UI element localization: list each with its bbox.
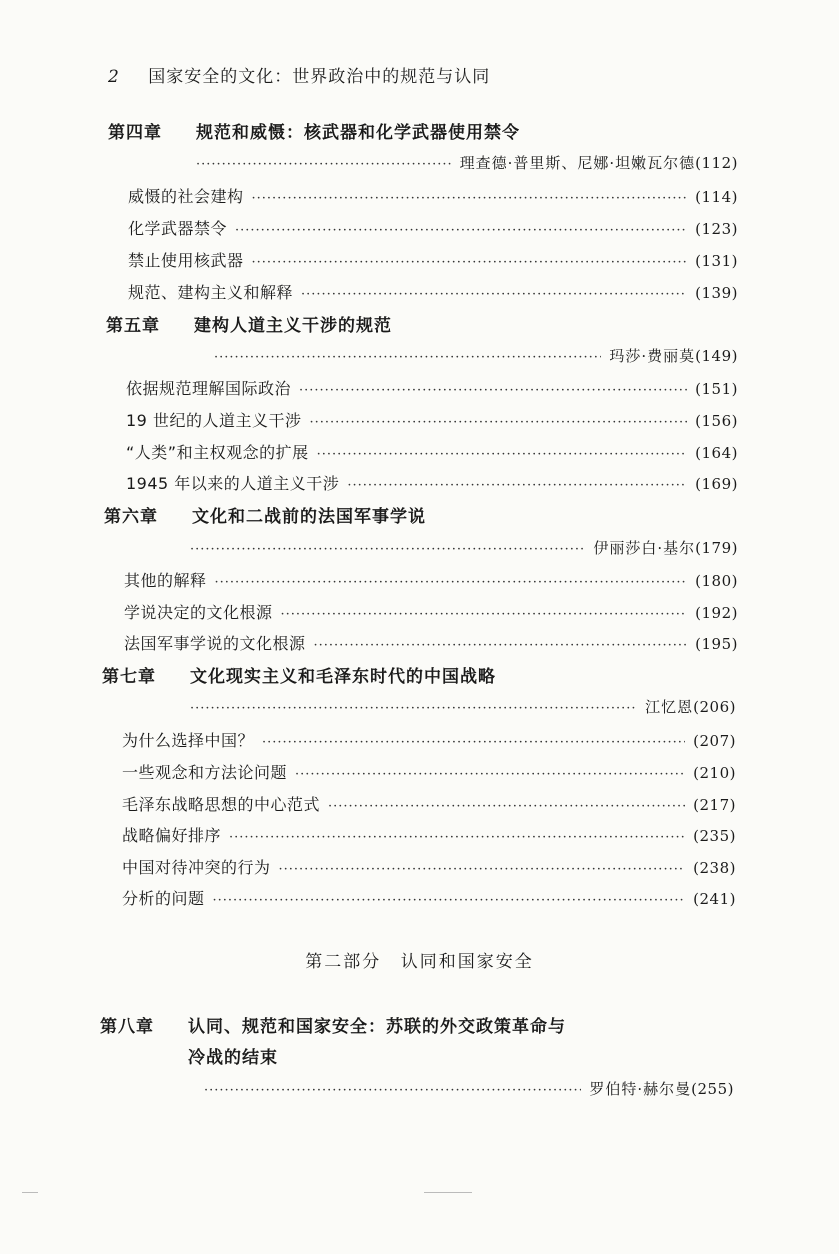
chapter-title-continued bbox=[188, 1043, 278, 1068]
chapter-author-line bbox=[214, 345, 738, 366]
scan-mark bbox=[424, 1192, 472, 1193]
section-title: 为什么选择中国？ bbox=[122, 731, 255, 750]
section-title: 19 世纪的人道主义干涉 bbox=[126, 411, 302, 430]
toc-entry bbox=[126, 376, 738, 399]
page-ref: (195) bbox=[695, 635, 738, 653]
toc-entry bbox=[126, 440, 738, 463]
chapter-number: 第五章 bbox=[106, 316, 160, 336]
chapter-heading bbox=[100, 1012, 566, 1037]
page-ref: (112) bbox=[695, 154, 738, 172]
leader-dots bbox=[262, 735, 685, 750]
toc-entry bbox=[126, 408, 738, 431]
chapter-title: 文化和二战前的法国军事学说 bbox=[192, 507, 426, 527]
page-ref: (151) bbox=[695, 380, 738, 398]
page-ref: (114) bbox=[695, 188, 738, 206]
leader-dots bbox=[213, 893, 686, 908]
chapter-title: 建构人道主义干涉的规范 bbox=[194, 316, 392, 336]
leader-dots bbox=[314, 638, 688, 653]
page-ref: (139) bbox=[695, 284, 738, 302]
toc-entry bbox=[122, 792, 736, 815]
toc-entry bbox=[128, 248, 738, 271]
section-title: “人类”和主权观念的扩展 bbox=[126, 443, 309, 462]
chapter-heading bbox=[108, 118, 520, 143]
toc-entry bbox=[122, 886, 736, 909]
page-number: 2 bbox=[108, 67, 120, 87]
section-title: 规范、建构主义和解释 bbox=[128, 283, 294, 302]
page-ref: (149) bbox=[695, 347, 738, 365]
leader-dots bbox=[309, 415, 687, 430]
chapter-heading bbox=[102, 662, 496, 687]
chapter-author-line bbox=[190, 696, 736, 717]
running-header bbox=[108, 62, 490, 87]
section-title: 化学武器禁令 bbox=[128, 219, 228, 238]
toc-entry bbox=[124, 600, 738, 623]
scan-mark bbox=[22, 1192, 38, 1193]
page-ref: (169) bbox=[695, 475, 738, 493]
page-ref: (255) bbox=[691, 1080, 734, 1098]
toc-entry bbox=[126, 471, 738, 494]
page-ref: (210) bbox=[693, 764, 736, 782]
leader-dots bbox=[317, 447, 688, 462]
section-title: 禁止使用核武器 bbox=[128, 251, 244, 270]
chapter-heading bbox=[104, 502, 426, 527]
chapter-number: 第八章 bbox=[100, 1017, 154, 1037]
leader-dots bbox=[347, 478, 687, 493]
leader-dots bbox=[281, 607, 688, 622]
section-title: 1945 年以来的人道主义干涉 bbox=[126, 474, 340, 493]
page-ref: (156) bbox=[695, 412, 738, 430]
page-ref: (206) bbox=[693, 698, 736, 716]
section-title: 学说决定的文化根源 bbox=[124, 603, 273, 622]
section-title: 法国军事学说的文化根源 bbox=[124, 634, 306, 653]
toc-entry bbox=[122, 823, 736, 846]
chapter-author: 玛莎·费丽莫 bbox=[609, 347, 696, 365]
leader-dots bbox=[328, 799, 685, 814]
page-ref: (179) bbox=[695, 539, 738, 557]
leader-dots bbox=[299, 383, 687, 398]
chapter-author: 江忆恩 bbox=[645, 698, 694, 716]
chapter-title-line2: 冷战的结束 bbox=[188, 1048, 278, 1068]
page-ref: (241) bbox=[693, 890, 736, 908]
chapter-author: 理查德·普里斯、尼娜·坦嫩瓦尔德 bbox=[459, 154, 696, 172]
toc-entry bbox=[122, 760, 736, 783]
chapter-heading bbox=[106, 311, 392, 336]
toc-entry bbox=[128, 184, 738, 207]
chapter-title-line1: 认同、规范和国家安全：苏联的外交政策革命与 bbox=[188, 1017, 566, 1037]
leader-dots bbox=[252, 255, 688, 270]
leader-dots bbox=[190, 542, 585, 557]
toc-entry bbox=[128, 280, 738, 303]
leader-dots bbox=[295, 767, 685, 782]
page-ref: (217) bbox=[693, 796, 736, 814]
chapter-title: 文化现实主义和毛泽东时代的中国战略 bbox=[190, 667, 496, 687]
leader-dots bbox=[204, 1083, 581, 1098]
page-ref: (123) bbox=[695, 220, 738, 238]
part-label: 第二部分 bbox=[305, 952, 382, 972]
section-title: 分析的问题 bbox=[122, 889, 205, 908]
toc-entry bbox=[122, 855, 736, 878]
section-title: 战略偏好排序 bbox=[122, 826, 222, 845]
section-title: 依据规范理解国际政治 bbox=[126, 379, 292, 398]
toc-entry bbox=[124, 568, 738, 591]
leader-dots bbox=[196, 157, 452, 172]
leader-dots bbox=[190, 701, 637, 716]
leader-dots bbox=[235, 223, 687, 238]
leader-dots bbox=[301, 287, 687, 302]
part-heading bbox=[0, 947, 839, 972]
section-title: 毛泽东战略思想的中心范式 bbox=[122, 795, 321, 814]
chapter-author-line bbox=[204, 1078, 734, 1099]
leader-dots bbox=[252, 191, 688, 206]
chapter-number: 第六章 bbox=[104, 507, 158, 527]
section-title: 威慑的社会建构 bbox=[128, 187, 244, 206]
leader-dots bbox=[229, 830, 685, 845]
chapter-author-line bbox=[190, 537, 738, 558]
toc-entry bbox=[122, 728, 736, 751]
leader-dots bbox=[215, 575, 688, 590]
chapter-title: 规范和威慑：核武器和化学武器使用禁令 bbox=[196, 123, 520, 143]
section-title: 一些观念和方法论问题 bbox=[122, 763, 288, 782]
page-ref: (238) bbox=[693, 859, 736, 877]
section-title: 中国对待冲突的行为 bbox=[122, 858, 271, 877]
leader-dots bbox=[279, 862, 686, 877]
page-ref: (235) bbox=[693, 827, 736, 845]
part-title: 认同和国家安全 bbox=[400, 952, 534, 972]
section-title: 其他的解释 bbox=[124, 571, 207, 590]
toc-entry bbox=[124, 631, 738, 654]
page-ref: (131) bbox=[695, 252, 738, 270]
chapter-number: 第四章 bbox=[108, 123, 162, 143]
page-ref: (164) bbox=[695, 444, 738, 462]
chapter-author: 罗伯特·赫尔曼 bbox=[589, 1080, 692, 1098]
chapter-author: 伊丽莎白·基尔 bbox=[593, 539, 696, 557]
leader-dots bbox=[214, 350, 601, 365]
chapter-number: 第七章 bbox=[102, 667, 156, 687]
toc-entry bbox=[128, 216, 738, 239]
page-ref: (207) bbox=[693, 732, 736, 750]
chapter-author-line bbox=[196, 152, 738, 173]
running-title: 国家安全的文化：世界政治中的规范与认同 bbox=[148, 67, 491, 87]
page-ref: (180) bbox=[695, 572, 738, 590]
page-ref: (192) bbox=[695, 604, 738, 622]
